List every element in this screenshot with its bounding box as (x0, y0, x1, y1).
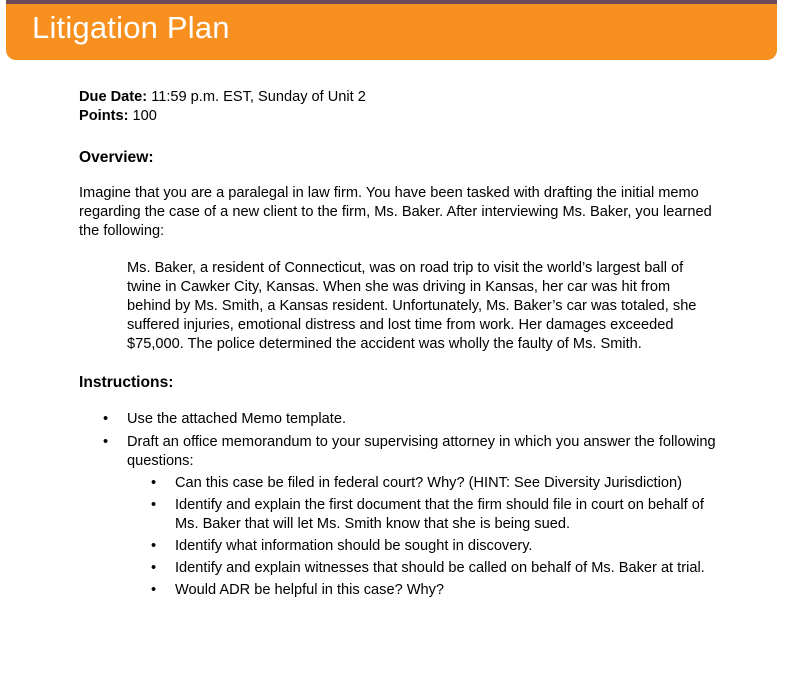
bullet-icon: • (151, 497, 157, 513)
points-line (79, 107, 719, 126)
list-item (79, 433, 719, 600)
list-item (127, 559, 719, 578)
overview-heading: Overview: (79, 149, 154, 166)
title-banner (6, 4, 777, 60)
due-date-line (79, 88, 719, 107)
bullet-icon: • (151, 475, 157, 491)
page-title: Litigation Plan (32, 10, 230, 45)
document-body (79, 88, 719, 604)
instructions-heading: Instructions: (79, 374, 174, 391)
questions-list (127, 474, 719, 600)
question-text: Can this case be filed in federal court? Why? (HINT: See Diversity Jurisdiction) (175, 475, 682, 491)
list-item (127, 581, 719, 600)
bullet-icon: • (151, 538, 157, 554)
case-scenario: Ms. Baker, a resident of Connecticut, was on road trip to visit the world’s largest ball of twine in Cawker City, Kansas. When she was driving in Kansas, her car was hit from behind by Ms. Smith, a Kansas resident. Unfortunately, Ms. Baker’s car was totaled, she suffered injuries, emotional distress and lost time from work. Her damages exceeded $75,000. The police determined the accident was wholly the faulty of Ms. Smith. (127, 260, 697, 352)
list-item (79, 410, 719, 429)
bullet-icon: • (151, 582, 157, 598)
instruction-text: Draft an office memorandum to your supervising attorney in which you answer the following questions: (127, 434, 716, 469)
instructions-list (79, 410, 719, 600)
bullet-icon: • (151, 560, 157, 576)
question-text: Identify and explain the first document that the firm should file in court on behalf of Ms. Baker that will let Ms. Smith know that she is being sued. (175, 497, 704, 532)
overview-intro: Imagine that you are a paralegal in law firm. You have been tasked with drafting the initial memo regarding the case of a new client to the firm, Ms. Baker. After interviewing Ms. Baker, you learned the following: (79, 185, 712, 239)
points-value: 100 (132, 108, 157, 124)
points-label: Points: (79, 108, 129, 124)
question-text: Identify and explain witnesses that should be called on behalf of Ms. Baker at trial. (175, 560, 705, 576)
bullet-icon: • (103, 434, 109, 450)
list-item (127, 496, 719, 534)
bullet-icon: • (103, 411, 109, 427)
instruction-text: Use the attached Memo template. (127, 411, 347, 427)
list-item (127, 474, 719, 493)
due-date-value: 11:59 p.m. EST, Sunday of Unit 2 (151, 89, 366, 105)
question-text: Identify what information should be sought in discovery. (175, 538, 533, 554)
list-item (127, 537, 719, 556)
due-date-label: Due Date: (79, 89, 148, 105)
question-text: Would ADR be helpful in this case? Why? (175, 582, 445, 598)
